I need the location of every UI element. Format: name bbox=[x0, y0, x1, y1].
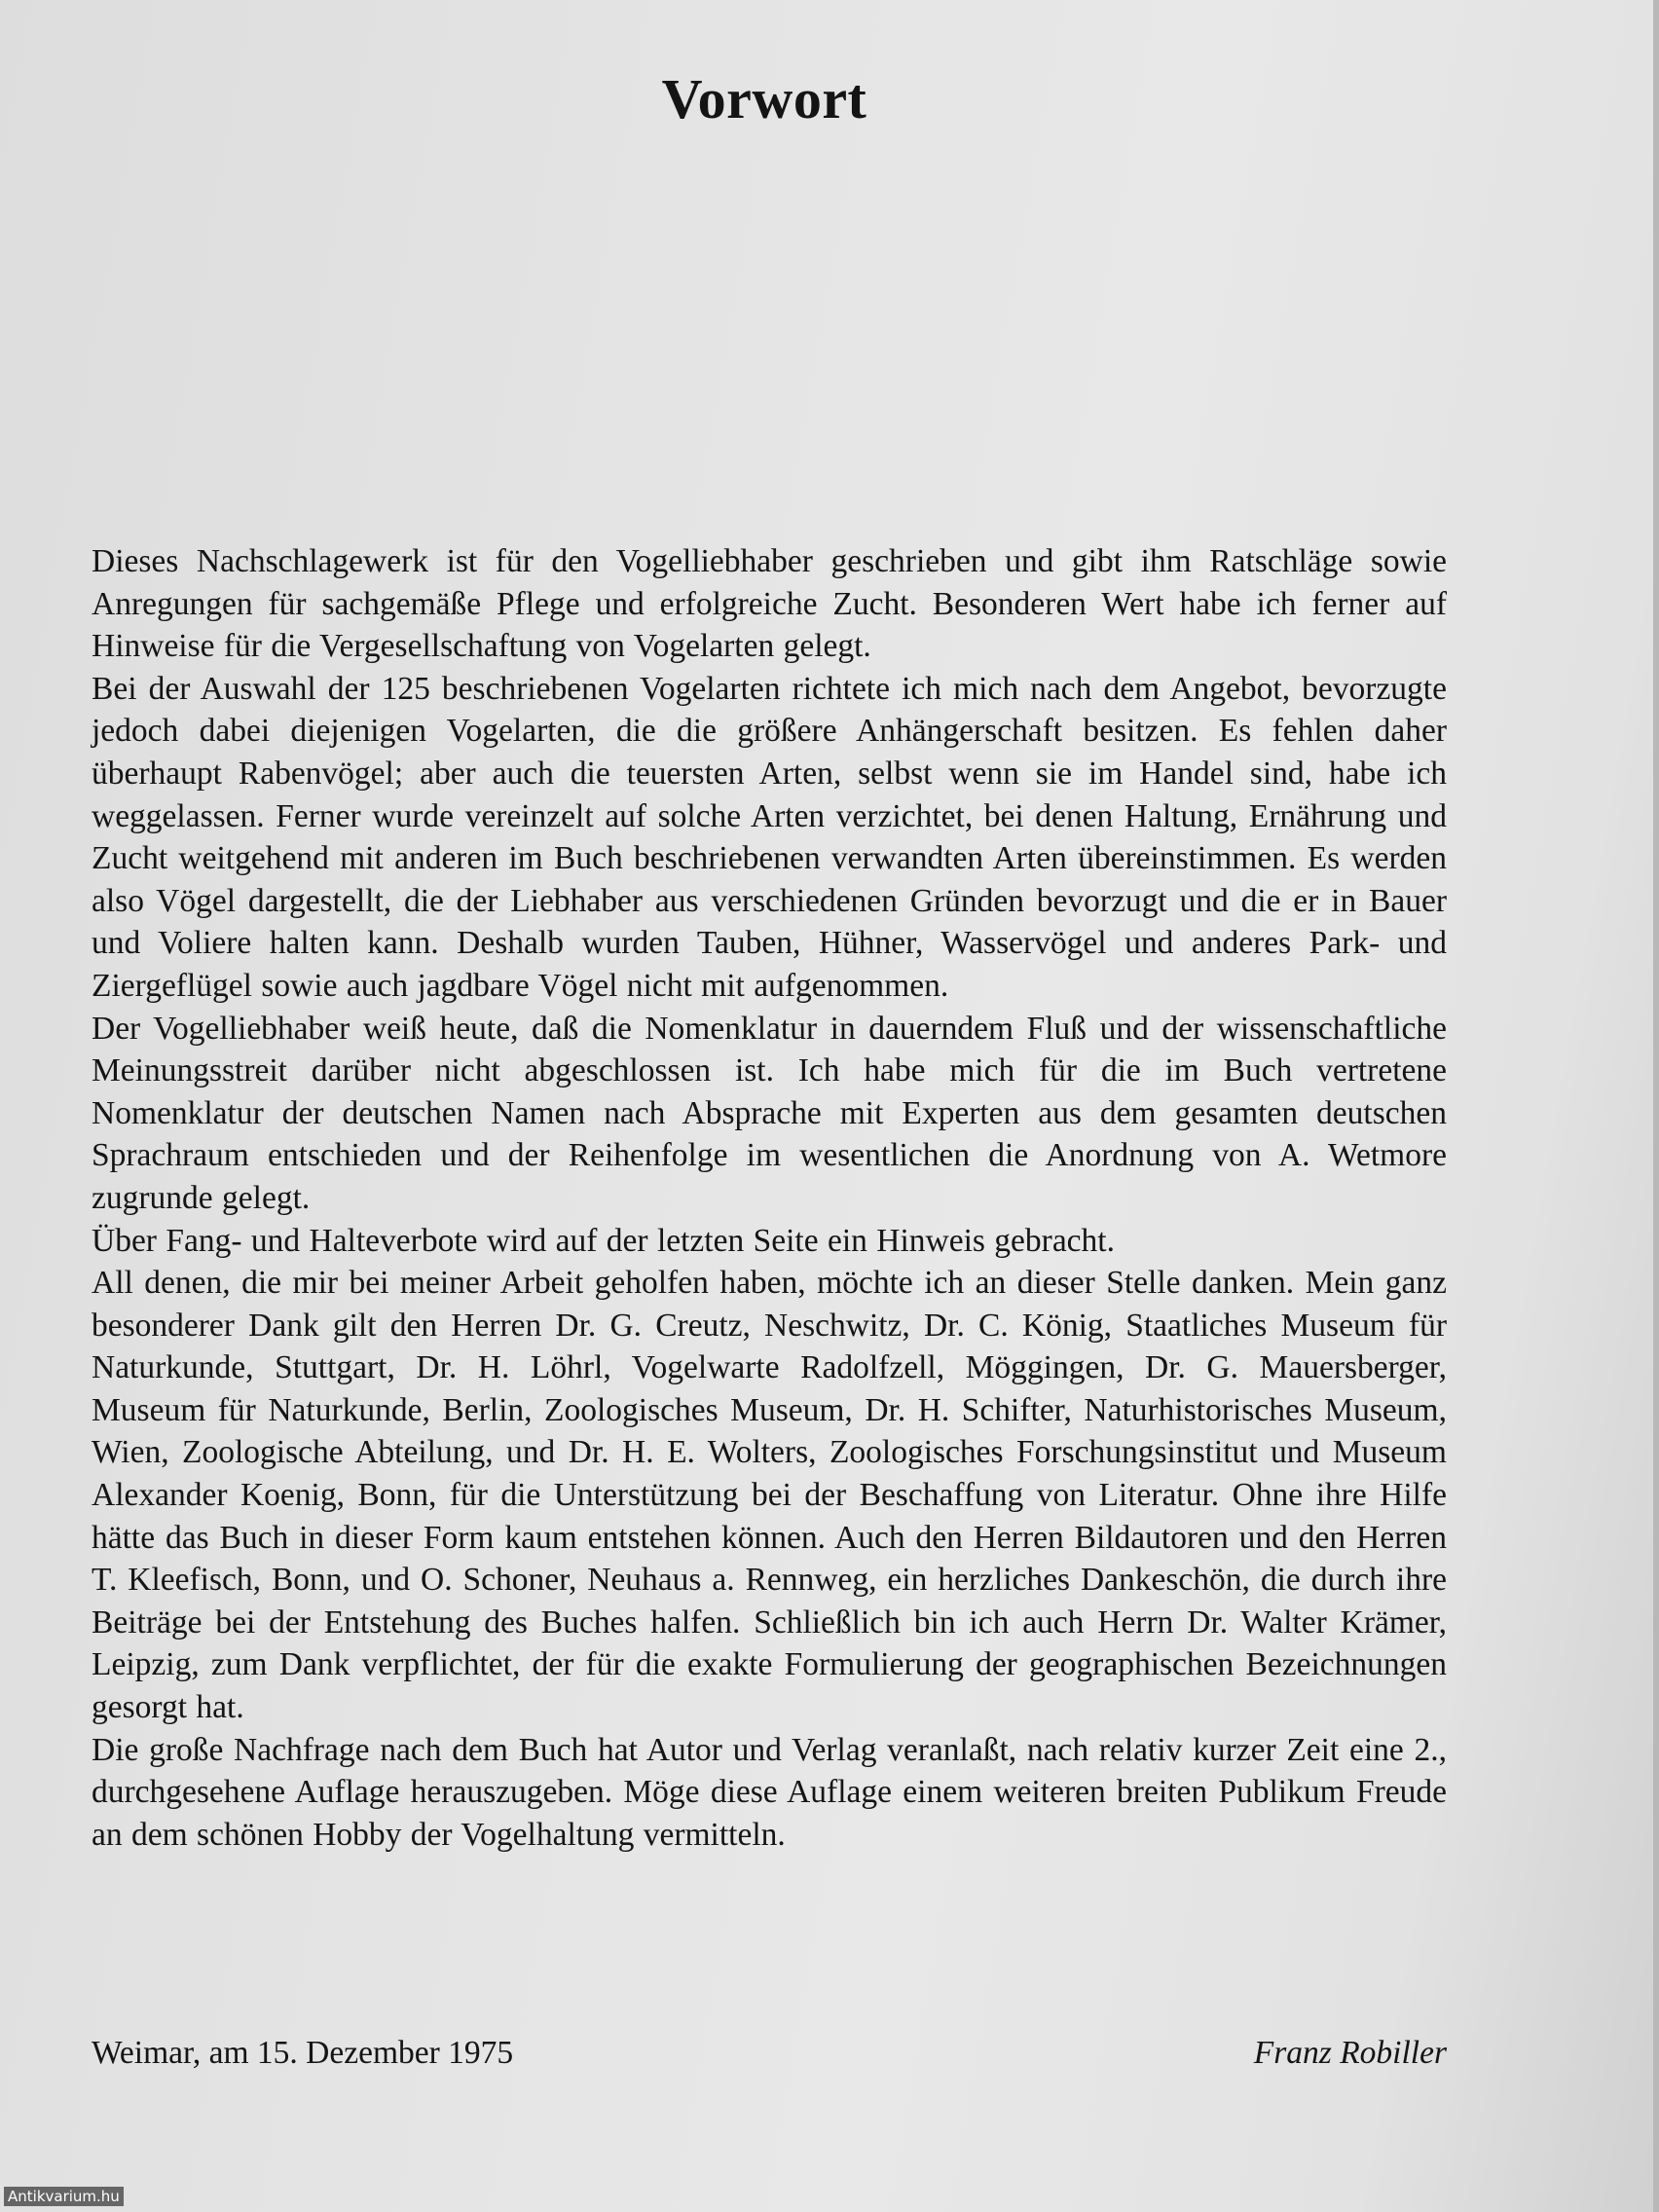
paragraph-6: Die große Nachfrage nach dem Buch hat Autor und Verlag veranlaßt, nach relativ kurzer Zeit eine 2., durchgesehene Auflage herauszugeben. Möge diese Auflage einem weiteren breiten Publikum Freude an dem schönen Hobby der Vogelhaltung vermitteln. bbox=[92, 1731, 1447, 1853]
signature-line bbox=[92, 2035, 1447, 2083]
place-date: Weimar, am 15. Dezember 1975 bbox=[92, 2035, 514, 2071]
paragraph-1: Dieses Nachschlagewerk ist für den Vogelliebhaber geschrieben und gibt ihm Ratschläge sowie Anregungen für sachgemäße Pflege und erfolgreiche Zucht. Besonderen Wert habe ich ferner auf Hinweise für die Vergesellschaftung von Vogelarten gelegt. bbox=[92, 543, 1447, 665]
page-edge bbox=[1653, 0, 1659, 2212]
paragraph-4: Über Fang- und Halteverbote wird auf der letzten Seite ein Hinweis gebracht. bbox=[92, 1222, 1115, 1259]
paragraph-5: All denen, die mir bei meiner Arbeit geholfen haben, möchte ich an dieser Stelle danken. Mein ganz besonderer Dank gilt den Herren Dr. G. Creutz, Neschwitz, Dr. C. König, Staatliches Museum für Naturkunde, Stuttgart, Dr. H. Löhrl, Vogelwarte Radolfzell, Möggingen, Dr. G. Mauersberger, Museum für Naturkunde, Berlin, Zoologisches Museum, Dr. H. Schifter, Naturhistorisches Museum, Wien, Zoologische Abteilung, und Dr. H. E. Wolters, Zoologisches Forschungsinstitut und Museum Alexander Koenig, Bonn, für die Unterstützung bei der Beschaffung von Literatur. Ohne ihre Hilfe hätte das Buch in dieser Form kaum entstehen können. Auch den Herren Bildautoren und den Herren T. Kleefisch, Bonn, und O. Schoner, Neuhaus a. Rennweg, ein herzliches Dankeschön, die durch ihre Beiträge bei der Entstehung des Buches halfen. Schließlich bin ich auch Herrn Dr. Walter Krämer, Leipzig, zum Dank verpflichtet, der für die exakte Formulierung der geographischen Bezeichnungen gesorgt hat. bbox=[92, 1265, 1447, 1726]
preface-body bbox=[92, 540, 1447, 1856]
paragraph-3: Der Vogelliebhaber weiß heute, daß die Nomenklatur in dauerndem Fluß und der wissenschaftliche Meinungsstreit darüber nicht abgeschlossen ist. Ich habe mich für die im Buch vertretene Nomenklatur der deutschen Namen nach Absprache mit Experten aus dem gesamten deutschen Sprachraum entschieden und der Reihenfolge im wesentlichen die Anordnung von A. Wetmore zugrunde gelegt. bbox=[92, 1010, 1447, 1216]
watermark: Antikvarium.hu bbox=[4, 2187, 124, 2206]
page-title: Vorwort bbox=[661, 67, 867, 130]
paragraph-2: Bei der Auswahl der 125 beschriebenen Vogelarten richtete ich mich nach dem Angebot, bevorzugte jedoch dabei diejenigen Vogelarten, die die größere Anhängerschaft besitzen. Es fehlen daher überhaupt Rabenvögel; aber auch die teuersten Arten, selbst wenn sie im Handel sind, habe ich weggelassen. Ferner wurde vereinzelt auf solche Arten verzichtet, bei denen Haltung, Ernährung und Zucht weitgehend mit anderen im Buch beschriebenen verwandten Arten übereinstimmen. Es werden also Vögel dargestellt, die der Liebhaber aus verschiedenen Gründen bevorzugt und die er in Bauer und Voliere halten kann. Deshalb wurden Tauben, Hühner, Wasservögel und anderes Park- und Ziergeflügel sowie auch jagdbare Vögel nicht mit aufgenommen. bbox=[92, 670, 1447, 1004]
author-name: Franz Robiller bbox=[1253, 2035, 1447, 2071]
